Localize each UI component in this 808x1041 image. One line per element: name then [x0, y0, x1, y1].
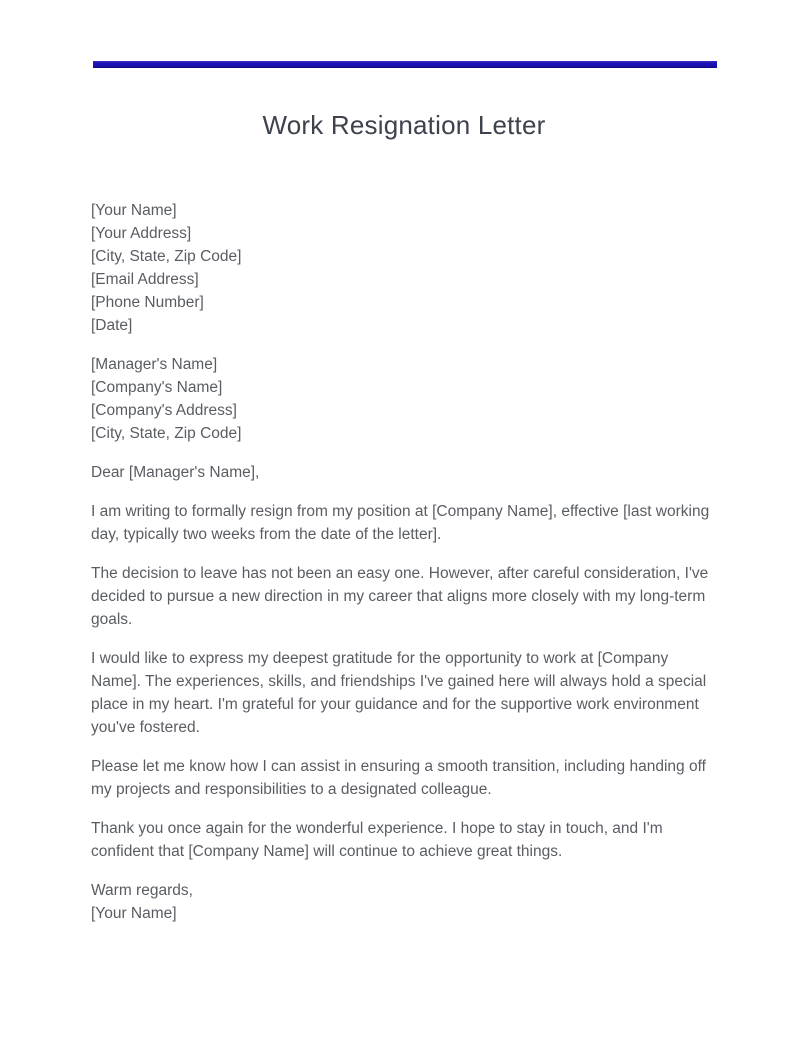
recipient-company-line: [Company's Name]	[91, 379, 223, 396]
paragraph-decision: The decision to leave has not been an easy one. However, after careful consideration, I've decided to pursue a new direction in my career that aligns more closely with my long-term goals.	[91, 565, 709, 628]
paragraph-transition: Please let me know how I can assist in ensuring a smooth transition, including handing off my projects and responsibilities to a designated colleague.	[91, 758, 706, 798]
page-title: Work Resignation Letter	[262, 110, 546, 140]
salutation: Dear [Manager's Name],	[91, 464, 260, 481]
recipient-company-address-line: [Company's Address]	[91, 402, 237, 419]
letter-body	[91, 199, 719, 941]
sender-name-line: [Your Name]	[91, 202, 177, 219]
sender-address-line: [Your Address]	[91, 225, 192, 242]
date-line: [Date]	[91, 317, 133, 334]
closing-signature-line: [Your Name]	[91, 905, 177, 922]
recipient-name-line: [Manager's Name]	[91, 356, 218, 373]
sender-email-line: [Email Address]	[91, 271, 199, 288]
sender-address-block	[91, 199, 719, 337]
paragraph-resignation: I am writing to formally resign from my position at [Company Name], effective [last working day, typically two weeks from the date of the letter].	[91, 503, 710, 543]
closing-block	[91, 879, 719, 925]
paragraph-gratitude: I would like to express my deepest gratitude for the opportunity to work at [Company Name]. The experiences, skills, and friendships I've gained here will always hold a special place in my heart. I'm grateful for your guidance and for the supportive work environment you've fostered.	[91, 650, 707, 736]
recipient-address-block	[91, 353, 719, 445]
sender-city-line: [City, State, Zip Code]	[91, 248, 242, 265]
recipient-city-line: [City, State, Zip Code]	[91, 425, 242, 442]
paragraph-thanks: Thank you once again for the wonderful experience. I hope to stay in touch, and I'm confident that [Company Name] will continue to achieve great things.	[91, 820, 663, 860]
header-rule	[93, 61, 717, 68]
sender-phone-line: [Phone Number]	[91, 294, 204, 311]
closing-regards-line: Warm regards,	[91, 882, 193, 899]
